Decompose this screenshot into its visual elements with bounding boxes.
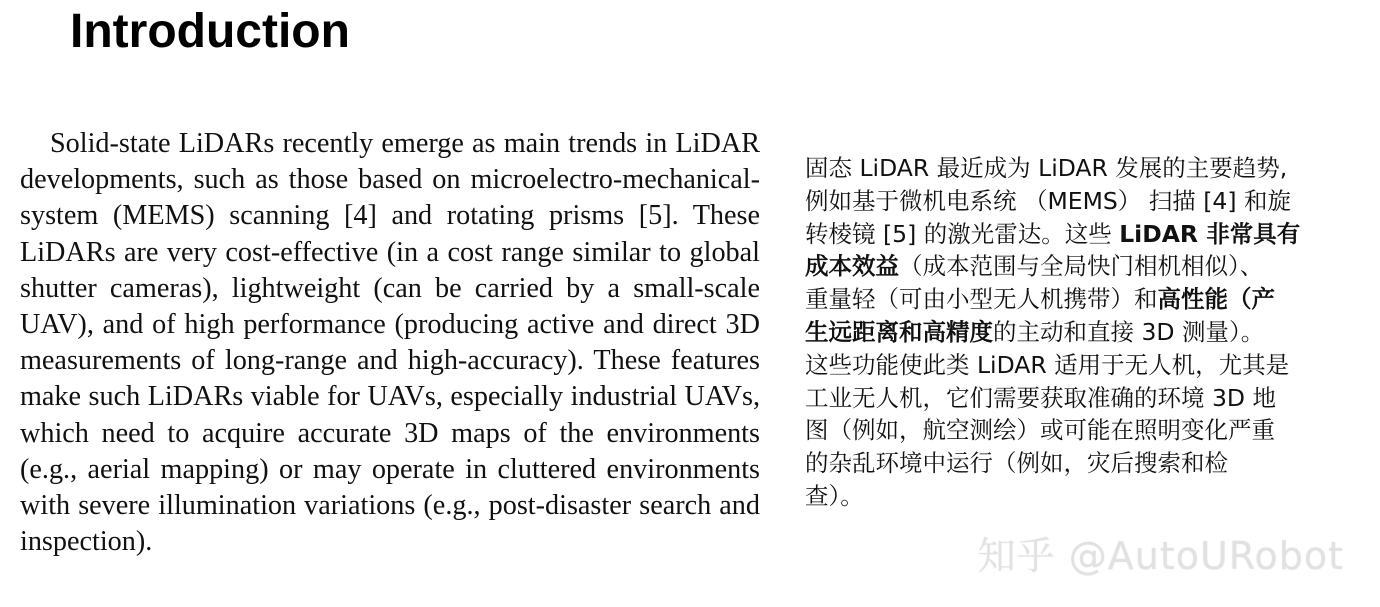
translation-line: 图（例如，航空测绘）或可能在照明变化严重 bbox=[805, 416, 1275, 445]
watermark: 知乎 @AutoURobot bbox=[977, 534, 1344, 578]
translation-bold-text: 高性能（产 bbox=[1157, 285, 1275, 314]
slide-title: Introduction bbox=[70, 5, 350, 58]
translation-line: 的杂乱环境中运行（例如，灾后搜索和检 bbox=[805, 449, 1228, 478]
translation-line: 这些功能使此类 LiDAR 适用于无人机，尤其是 bbox=[805, 350, 1290, 379]
translation-text: 的主动和直接 3D 测量）。 bbox=[993, 317, 1265, 346]
translation-line bbox=[805, 316, 1365, 349]
english-paragraph: Solid-state LiDARs recently emerge as main trends in LiDAR developments, such as those based on microelectro-mechanical-system (MEMS) scanning [4] and rotating prisms [5]. These LiDARs are very cost-effective (in a cost range similar to global shutter cameras), lightweight (can be carried by a small-scale UAV), and of high performance (producing active and direct 3D measurements of long-range and high-accuracy). These features make such LiDARs viable for UAVs, especially industrial UAVs, which need to acquire accurate 3D maps of the environments (e.g., aerial mapping) or may operate in cluttered environments with severe illumination variations (e.g., post-disaster search and inspection). bbox=[20, 128, 760, 558]
translation-text: 重量轻（可由小型无人机携带）和 bbox=[805, 285, 1158, 314]
translation-bold-text: LiDAR 非常具有 bbox=[1119, 219, 1301, 248]
translation-text: 转棱镜 [5] 的激光雷达。这些 bbox=[805, 219, 1120, 248]
translation-line: 例如基于微机电系统 （MEMS） 扫描 [4] 和旋 bbox=[805, 186, 1291, 215]
translation-line bbox=[805, 250, 1365, 283]
translation-text: （成本范围与全局快门相机相似）、 bbox=[899, 252, 1264, 281]
translation-line bbox=[805, 218, 1365, 251]
translation-line: 工业无人机，它们需要获取准确的环境 3D 地 bbox=[805, 383, 1276, 412]
translation-line: 查）。 bbox=[805, 481, 864, 510]
chinese-translation bbox=[805, 152, 1365, 513]
translation-line: 固态 LiDAR 最近成为 LiDAR 发展的主要趋势, bbox=[805, 154, 1288, 182]
translation-bold-text: 成本效益 bbox=[805, 252, 899, 281]
translation-bold-text: 生远距离和高精度 bbox=[805, 317, 993, 346]
translation-line bbox=[805, 283, 1365, 316]
